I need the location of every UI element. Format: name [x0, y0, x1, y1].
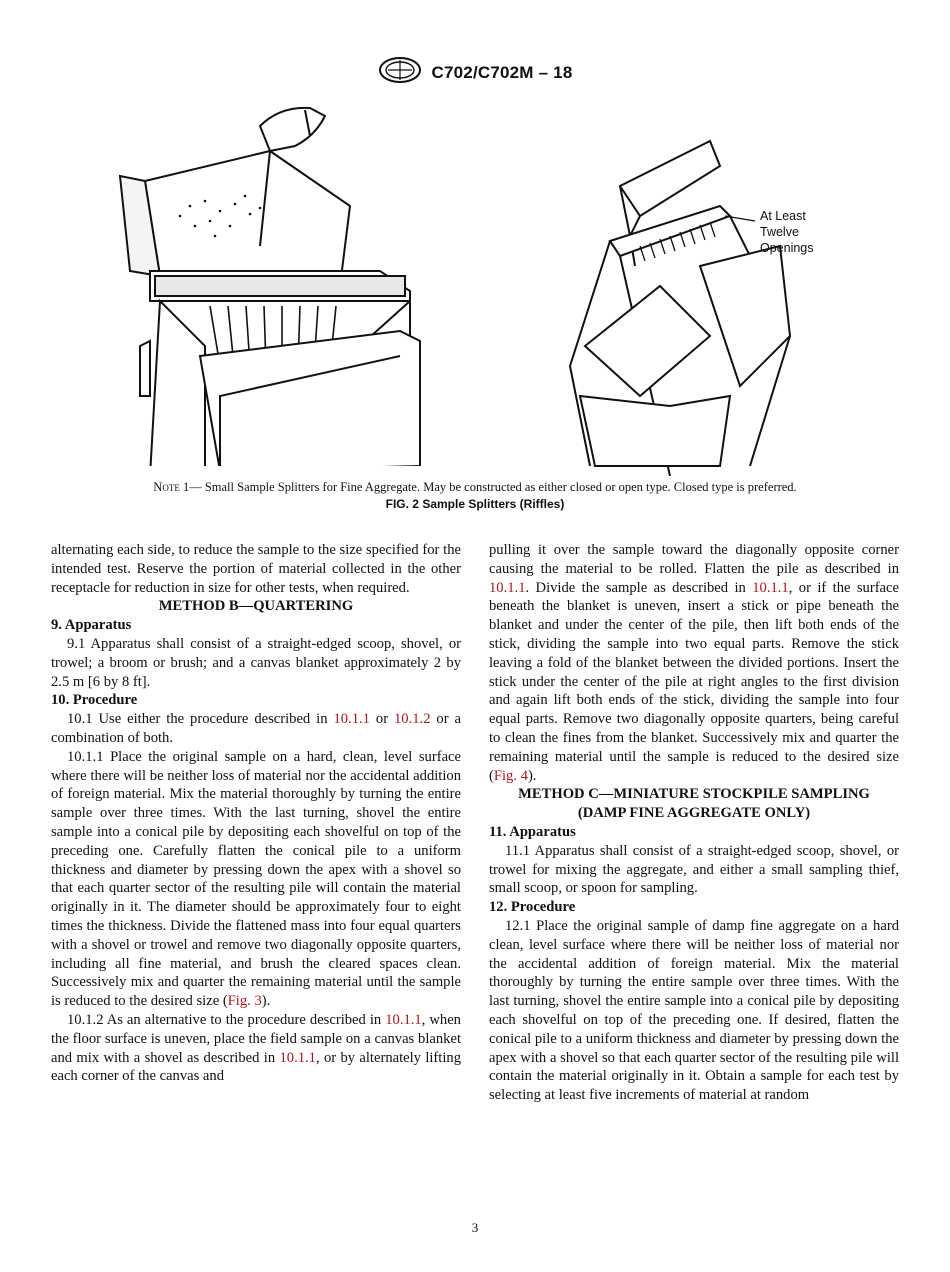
- callout-label-line1: At Least: [760, 209, 806, 223]
- right-column: [489, 541, 899, 1105]
- link-10-1-1[interactable]: 10.1.1: [385, 1011, 422, 1028]
- note-label: Note 1—: [153, 480, 202, 494]
- link-10-1-1[interactable]: 10.1.1: [279, 1049, 316, 1066]
- paragraph-10-1-1: 10.1.1 Place the original sample on a hard, clean, level surface where there will be neither loss of material nor the accidental addition of foreign material. Mix the material thoroughly by turning the entire sample over three times. With the last turning, shovel the entire sample into a conical pile by depositing each shovelful on top of the preceding one. Carefully flatten the conical pile to a uniform thickness and diameter by pressing down the apex with a shovel so that each quarter sector of the resulting pile will contain the material originally in it. The diameter should be approximately four to eight times the thickness. Divide the flattened mass into four equal quarters with a shovel or trowel and remove two diagonally opposite quarters, including all fine material, and brush the cleared spaces clean. Successively mix and quarter the remaining material until the sample is reduced to the desired size (Fig. 3).: [51, 748, 461, 1010]
- paragraph-continued: alternating each side, to reduce the sample to the size specified for the intended test. Reserve the portion of material collected in the other receptacle for reduction in size for other tests, when required.: [51, 542, 461, 596]
- callout-label-line3: Openings: [760, 241, 814, 255]
- callout-label-line2: Twelve: [760, 225, 799, 239]
- note-text: Small Sample Splitters for Fine Aggregate. May be constructed as either closed or open type. Closed type is preferred.: [201, 480, 797, 494]
- page-number: 3: [471, 1220, 479, 1235]
- paragraph-9-1: 9.1 Apparatus shall consist of a straight-edged scoop, shovel, or trowel; a broom or brush; and a canvas blanket approximately 2 by 2.5 m [6 by 8 ft].: [51, 635, 461, 690]
- figure-note: [0, 480, 950, 495]
- section-10-title: 10. Procedure: [51, 692, 138, 709]
- open-type-splitter-illustration: [550, 96, 850, 476]
- method-c-heading-line1: METHOD C—MINIATURE STOCKPILE SAMPLING: [518, 786, 870, 803]
- page-header: [0, 56, 950, 89]
- figure-2-illustration: [110, 96, 850, 476]
- closed-type-splitter-illustration: [110, 96, 450, 466]
- paragraph-10-1-2: 10.1.2 As an alternative to the procedure described in 10.1.1, when the floor surface is uneven, place the field sample on a canvas blanket and mix with a shovel as described in 10.1.1, or by alternately lifting each corner of the canvas and: [51, 1011, 461, 1085]
- link-10-1-1[interactable]: 10.1.1: [752, 579, 789, 596]
- method-b-heading: METHOD B—QUARTERING: [158, 598, 354, 615]
- link-10-1-2[interactable]: 10.1.2: [394, 711, 431, 728]
- method-c-heading-line2: (DAMP FINE AGGREGATE ONLY): [577, 805, 811, 822]
- section-11-title: 11. Apparatus: [489, 823, 576, 840]
- paragraph-12-1: 12.1 Place the original sample of damp fine aggregate on a hard clean, level surface where there will be neither loss of material nor the accidental addition of foreign material. Mix the material thoroughly by turning the entire sample over three times. With the last turning, shovel the entire sample into a conical pile by depositing each shovelful on top of the preceding one. If desired, flatten the conical pile to a uniform thickness and diameter by pressing down the apex with a shovel so that each quarter sector of the resulting pile will contain the material originally in it. Obtain a sample for each test by selecting at least five increments of material at random: [489, 917, 899, 1104]
- link-10-1-1[interactable]: 10.1.1: [489, 579, 526, 596]
- left-column: [51, 541, 461, 1086]
- astm-logo-icon: [378, 56, 422, 89]
- link-fig-4[interactable]: Fig. 4: [493, 767, 528, 784]
- section-9-title: 9. Apparatus: [51, 617, 132, 634]
- section-12-title: 12. Procedure: [489, 899, 576, 916]
- link-10-1-1[interactable]: 10.1.1: [333, 711, 370, 728]
- paragraph-11-1: 11.1 Apparatus shall consist of a straight-edged scoop, shovel, or trowel for mixing the aggregate, and either a small sampling thief, small scoop, or spoon for sampling.: [489, 842, 899, 897]
- figure-caption: FIG. 2 Sample Splitters (Riffles): [385, 497, 565, 511]
- standard-designation: C702/C702M – 18: [431, 62, 573, 82]
- link-fig-3[interactable]: Fig. 3: [227, 993, 262, 1010]
- paragraph-continued: pulling it over the sample toward the diagonally opposite corner causing the material to be rolled. Flatten the pile as described in 10.1.1. Divide the sample as described in 10.1.1, or if the surface beneath the blanket is uneven, insert a stick or pipe beneath the blanket and under the center of the pile, then lift both ends of the stick, dividing the sample into two equal parts. Remove the stick leaving a fold of the blanket between the divided portions. Insert the stick under the center of the pile at right angles to the first division and again lift both ends of the stick, dividing the sample into four equal parts. Remove two diagonally opposite quarters, being careful to clean the fines from the blanket. Successively mix and quarter the remaining material until the sample is reduced to the desired size (Fig. 4).: [489, 542, 899, 784]
- paragraph-10-1: 10.1 Use either the procedure described in 10.1.1 or 10.1.2 or a combination of both.: [51, 711, 461, 746]
